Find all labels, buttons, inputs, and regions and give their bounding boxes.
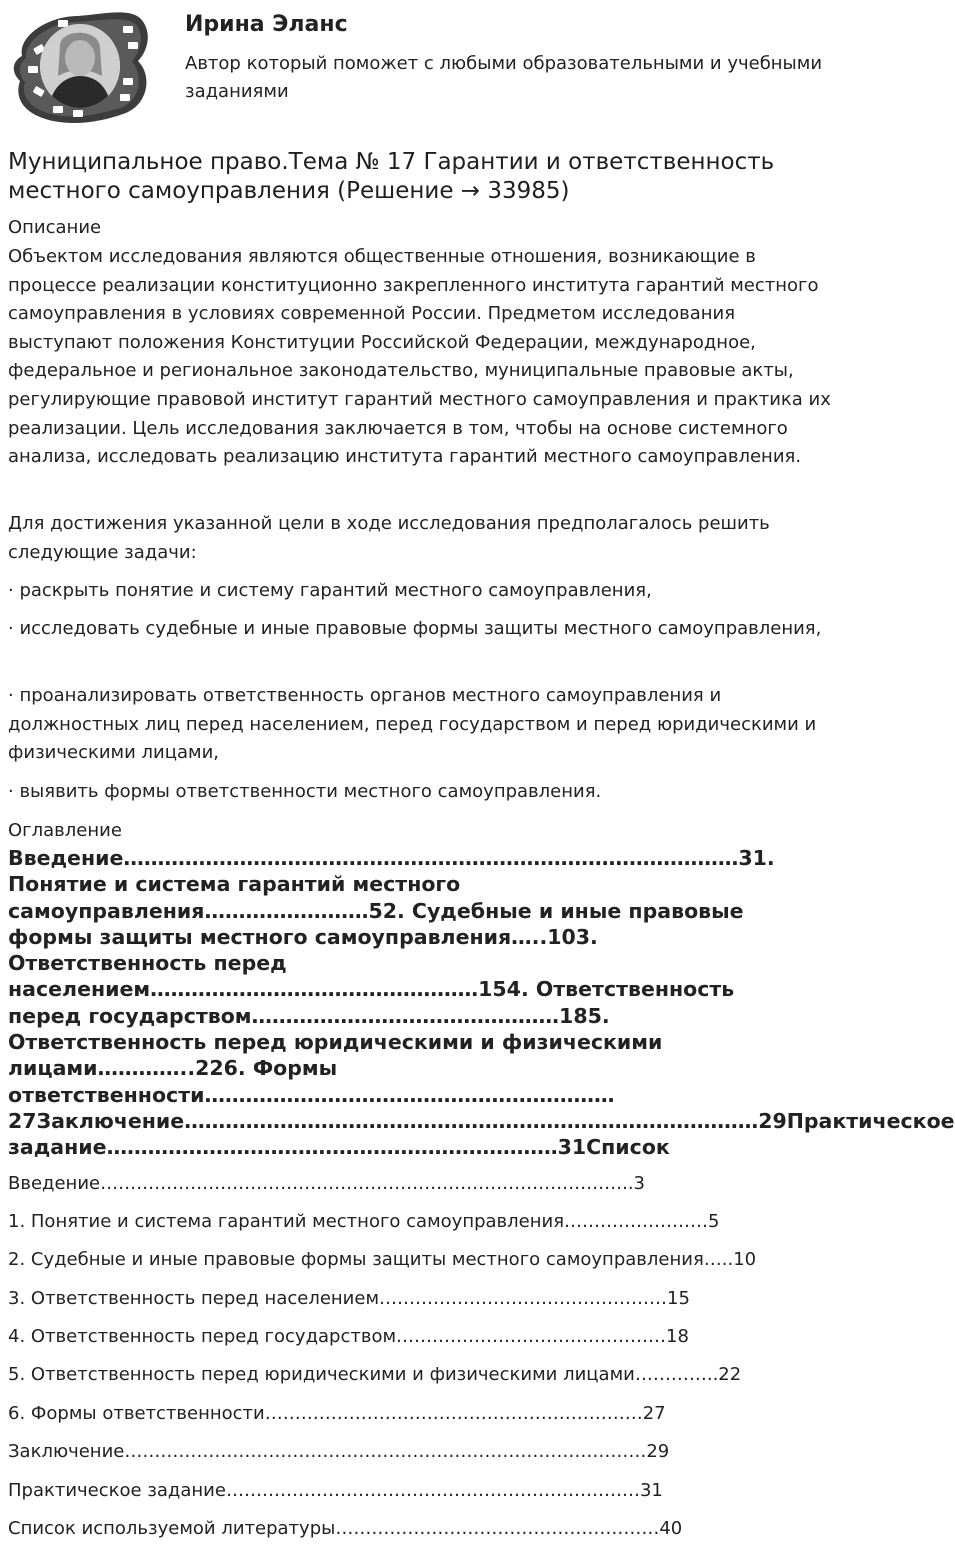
task-item: · выявить формы ответственности местного самоуправления.	[8, 781, 602, 802]
toc-bold-line: Ответственность перед юридическими и физическими	[8, 1030, 663, 1055]
description-label: Описание	[8, 217, 102, 238]
task-item: · проанализировать ответственность органов местного самоуправления и должностных лиц перед населением, перед государством и перед юридическими и физическими лицами,	[8, 685, 817, 764]
toc-bold-line: Введение………………………………………………………………………………31.	[8, 846, 775, 870]
description-paragraph: Объектом исследования являются общественные отношения, возникающие в процессе реализации конституционно закрепленного института гарантий местного самоуправления в условиях современной России. Предметом исследования выступают положения Конституции Российской Федерации, международное, федеральное и региональное законодательство, муниципальные правовые акты, регулирующие правовой институт гарантий местного самоуправления и практика их реализации. Цель исследования заключается в том, чтобы на основе системного анализа, исследовать реализацию института гарантий местного самоуправления.	[8, 246, 831, 468]
page-title: Муниципальное право.Тема № 17 Гарантии и ответственность местного самоуправления (Решение → 33985)	[8, 149, 775, 204]
toc-item: 6. Формы ответственности………………………………………………………27	[8, 1403, 666, 1424]
avatar-film-frame-icon	[8, 6, 153, 126]
toc-item: 3. Ответственность перед населением…………………………………………15	[8, 1288, 690, 1309]
author-name[interactable]: Ирина Эланс	[185, 12, 348, 37]
toc-item: 4. Ответственность перед государством………………………………………18	[8, 1326, 689, 1347]
toc-item: Введение……………………………………………………………………………..3	[8, 1173, 645, 1194]
toc-item: Список используемой литературы………………………………………………40	[8, 1518, 683, 1539]
toc-label: Оглавление	[8, 820, 122, 841]
toc-item: Заключение……………………………………………………………………………29	[8, 1441, 670, 1462]
toc-bold-line: задание…………………………………………………………31Список	[8, 1135, 670, 1160]
toc-bold-line: населением…………………………………………154. Ответственность	[8, 977, 735, 1002]
toc-bold-line: Понятие и система гарантий местного	[8, 872, 461, 897]
toc-bold-line: 27Заключение…………………………………………………………………………29Практическое	[8, 1108, 955, 1133]
author-avatar[interactable]	[8, 6, 153, 126]
toc-item: 1. Понятие и система гарантий местного самоуправления……………………5	[8, 1211, 720, 1232]
toc-item: 5. Ответственность перед юридическими и физическими лицами…………..22	[8, 1364, 742, 1385]
author-header	[0, 0, 847, 135]
toc-item: Практическое задание……………………………………………………………31	[8, 1480, 663, 1501]
tasks-intro-paragraph: Для достижения указанной цели в ходе исследования предполагалось решить следующие задачи:	[8, 513, 770, 563]
author-description: Автор который поможет с любыми образовательными и учебными заданиями	[185, 53, 823, 102]
toc-bold-line: перед государством………………………………………185.	[8, 1003, 610, 1028]
toc-bold-line: лицами…………..226. Формы	[8, 1056, 338, 1081]
toc-item: 2. Судебные и иные правовые формы защиты местного самоуправления…..10	[8, 1249, 757, 1270]
toc-run-on-bold	[8, 845, 955, 1161]
toc-bold-line: формы защиты местного самоуправления…..103.	[8, 924, 598, 949]
toc-bold-line: ответственности……………………………………………………	[8, 1082, 615, 1107]
toc-bold-line: самоуправления……………………52. Судебные и иные правовые	[8, 898, 744, 923]
task-item: · раскрыть понятие и систему гарантий местного самоуправления,	[8, 580, 652, 601]
toc-bold-line: Ответственность перед	[8, 951, 287, 976]
task-item: · исследовать судебные и иные правовые формы защиты местного самоуправления,	[8, 618, 822, 639]
